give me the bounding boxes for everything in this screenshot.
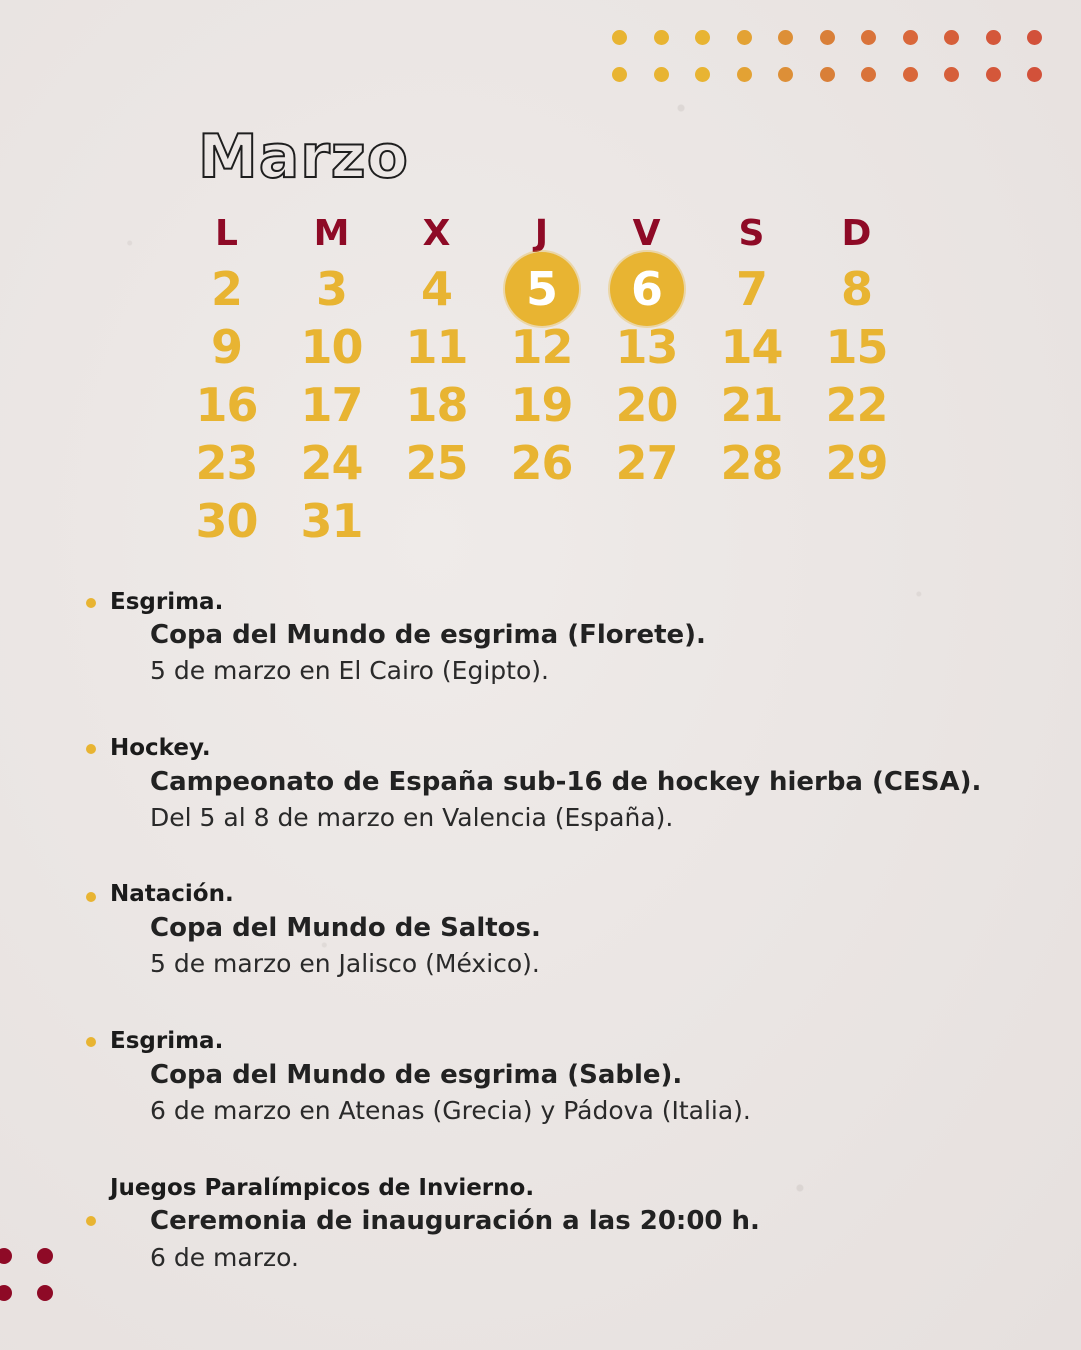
bullet-icon xyxy=(86,892,96,902)
calendar-day: 2 xyxy=(210,262,242,316)
decorative-dot xyxy=(903,67,918,82)
decorative-dot xyxy=(0,1248,12,1264)
calendar-day: 18 xyxy=(405,378,468,432)
calendar-week-row xyxy=(174,260,909,318)
calendar-day: 19 xyxy=(510,378,573,432)
decorative-dot xyxy=(944,67,959,82)
event-title: Copa del Mundo de esgrima (Sable). xyxy=(150,1060,683,1090)
weekday-sunday: D xyxy=(841,212,872,254)
decorative-dot xyxy=(695,67,710,82)
calendar-day: 23 xyxy=(195,436,258,490)
decorative-dot xyxy=(1027,67,1042,82)
decorative-dot xyxy=(944,30,959,45)
calendar-day: 27 xyxy=(615,436,678,490)
calendar-day-highlighted: 6 xyxy=(594,262,699,316)
event-category: Esgrima. xyxy=(110,1028,224,1054)
event-detail: 5 de marzo en El Cairo (Egipto). xyxy=(150,656,549,685)
decorative-dot xyxy=(778,30,793,45)
month-title: Marzo xyxy=(198,122,409,192)
bullet-icon xyxy=(86,1037,96,1047)
bullet-icon xyxy=(86,1216,96,1226)
event-category: Juegos Paralímpicos de Invierno. xyxy=(110,1175,535,1201)
calendar-day: 31 xyxy=(300,494,363,548)
calendar-day: 13 xyxy=(615,320,678,374)
calendar-grid xyxy=(174,206,909,550)
calendar-week-row xyxy=(174,492,909,550)
decorative-dot xyxy=(612,30,627,45)
calendar-day: 25 xyxy=(405,436,468,490)
decorative-dot xyxy=(695,30,710,45)
event-detail: 5 de marzo en Jalisco (México). xyxy=(150,949,540,978)
event-detail: 6 de marzo en Atenas (Grecia) y Pádova (Italia). xyxy=(150,1096,751,1125)
weekday-thursday: J xyxy=(534,212,549,254)
decorative-dot xyxy=(861,30,876,45)
decorative-dot xyxy=(820,30,835,45)
calendar-day: 22 xyxy=(825,378,888,432)
event-detail: 6 de marzo. xyxy=(150,1243,299,1272)
decorative-dot xyxy=(1027,30,1042,45)
event-category: Natación. xyxy=(110,881,234,907)
calendar-day: 11 xyxy=(405,320,468,374)
calendar-week-row xyxy=(174,318,909,376)
calendar-day: 28 xyxy=(720,436,783,490)
bullet-icon xyxy=(86,598,96,608)
calendar-day: 8 xyxy=(840,262,872,316)
calendar-day: 20 xyxy=(615,378,678,432)
decorative-dot xyxy=(986,67,1001,82)
decorative-dot xyxy=(37,1248,53,1264)
calendar-day: 12 xyxy=(510,320,573,374)
event-title: Copa del Mundo de Saltos. xyxy=(150,913,541,943)
bullet-icon xyxy=(86,744,96,754)
decorative-dot xyxy=(612,67,627,82)
decorative-dot xyxy=(0,1285,12,1301)
weekday-wednesday: X xyxy=(422,212,451,254)
calendar-day: 30 xyxy=(195,494,258,548)
calendar-week-row xyxy=(174,434,909,492)
event-title: Campeonato de España sub-16 de hockey hierba (CESA). xyxy=(150,767,982,797)
calendar-day-highlighted: 5 xyxy=(489,262,594,316)
decorative-dot xyxy=(778,67,793,82)
decorative-dots-bottom xyxy=(0,1244,60,1304)
weekday-tuesday: M xyxy=(313,212,350,254)
weekday-monday: L xyxy=(215,212,238,254)
decorative-dot xyxy=(986,30,1001,45)
decorative-dot xyxy=(820,67,835,82)
calendar-day: 3 xyxy=(315,262,347,316)
event-category: Hockey. xyxy=(110,735,211,761)
decorative-dot xyxy=(737,67,752,82)
calendar-day: 15 xyxy=(825,320,888,374)
decorative-dots-top xyxy=(612,30,1062,90)
calendar-day: 4 xyxy=(420,262,452,316)
decorative-dot xyxy=(654,67,669,82)
calendar-day: 10 xyxy=(300,320,363,374)
weekday-saturday: S xyxy=(738,212,765,254)
decorative-dot xyxy=(861,67,876,82)
calendar-week-row xyxy=(174,376,909,434)
calendar-day: 26 xyxy=(510,436,573,490)
calendar-day: 14 xyxy=(720,320,783,374)
calendar-day: 9 xyxy=(210,320,242,374)
decorative-dot xyxy=(737,30,752,45)
event-title: Copa del Mundo de esgrima (Florete). xyxy=(150,620,706,650)
decorative-dot xyxy=(654,30,669,45)
calendar-day: 21 xyxy=(720,378,783,432)
calendar-day: 29 xyxy=(825,436,888,490)
weekday-friday: V xyxy=(632,212,661,254)
calendar-day: 16 xyxy=(195,378,258,432)
calendar-day: 17 xyxy=(300,378,363,432)
decorative-dot xyxy=(903,30,918,45)
event-title: Ceremonia de inauguración a las 20:00 h. xyxy=(150,1206,760,1236)
calendar-day: 7 xyxy=(735,262,767,316)
calendar-day: 24 xyxy=(300,436,363,490)
event-detail: Del 5 al 8 de marzo en Valencia (España). xyxy=(150,803,674,832)
decorative-dot xyxy=(37,1285,53,1301)
event-category: Esgrima. xyxy=(110,589,224,615)
